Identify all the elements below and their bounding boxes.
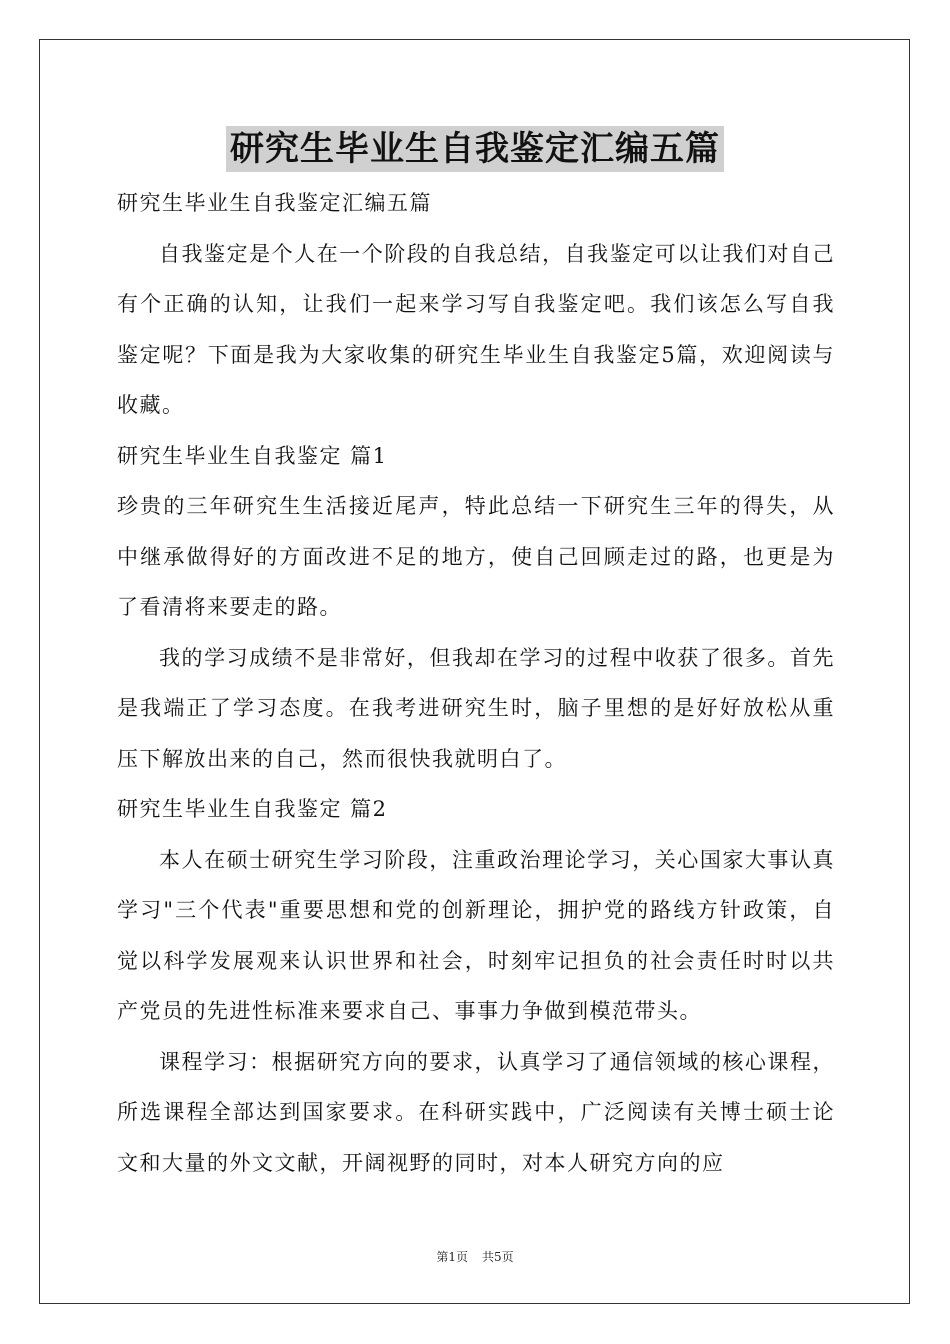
- paragraph: 珍贵的三年研究生生活接近尾声，特此总结一下研究生三年的得失，从中继承做得好的方面改进不足的地方，使自己回顾走过的路，也更是为了看清将来要走的路。: [117, 494, 835, 619]
- page-footer: [0, 1248, 950, 1265]
- paragraph: 研究生毕业生自我鉴定汇编五篇: [117, 191, 432, 215]
- paragraph: 我的学习成绩不是非常好，但我却在学习的过程中收获了很多。首先是我端正了学习态度。在我考进研究生时，脑子里想的是好好放松从重压下解放出来的自己，然而很快我就明白了。: [117, 645, 835, 771]
- page-total: 共5页: [482, 1250, 514, 1264]
- section-heading: 研究生毕业生自我鉴定 篇1: [117, 443, 388, 468]
- paragraph: 自我鉴定是个人在一个阶段的自我总结，自我鉴定可以让我们对自己有个正确的认知，让我们一起来学习写自我鉴定吧。我们该怎么写自我鉴定呢？下面是我为大家收集的研究生毕业生自我鉴定5篇，欢迎阅读与收藏。: [117, 241, 835, 417]
- title-container: [0, 126, 950, 172]
- paragraph: 本人在硕士研究生学习阶段，注重政治理论学习，关心国家大事认真学习"三个代表"重要思想和党的创新理论，拥护党的路线方针政策，自觉以科学发展观来认识世界和社会，时刻牢记担负的社会责任时时以共产党员的先进性标准来要求自己、事事力争做到模范带头。: [117, 847, 835, 1023]
- paragraph: 课程学习：根据研究方向的要求，认真学习了通信领域的核心课程，所选课程全部达到国家要求。在科研实践中，广泛阅读有关博士硕士论文和大量的外文文献，开阔视野的同时，对本人研究方向的应: [117, 1049, 835, 1175]
- document-title: 研究生毕业生自我鉴定汇编五篇: [226, 126, 724, 172]
- page-number: 第1页: [436, 1250, 468, 1264]
- document-body: [117, 178, 835, 1188]
- section-heading: 研究生毕业生自我鉴定 篇2: [117, 797, 388, 821]
